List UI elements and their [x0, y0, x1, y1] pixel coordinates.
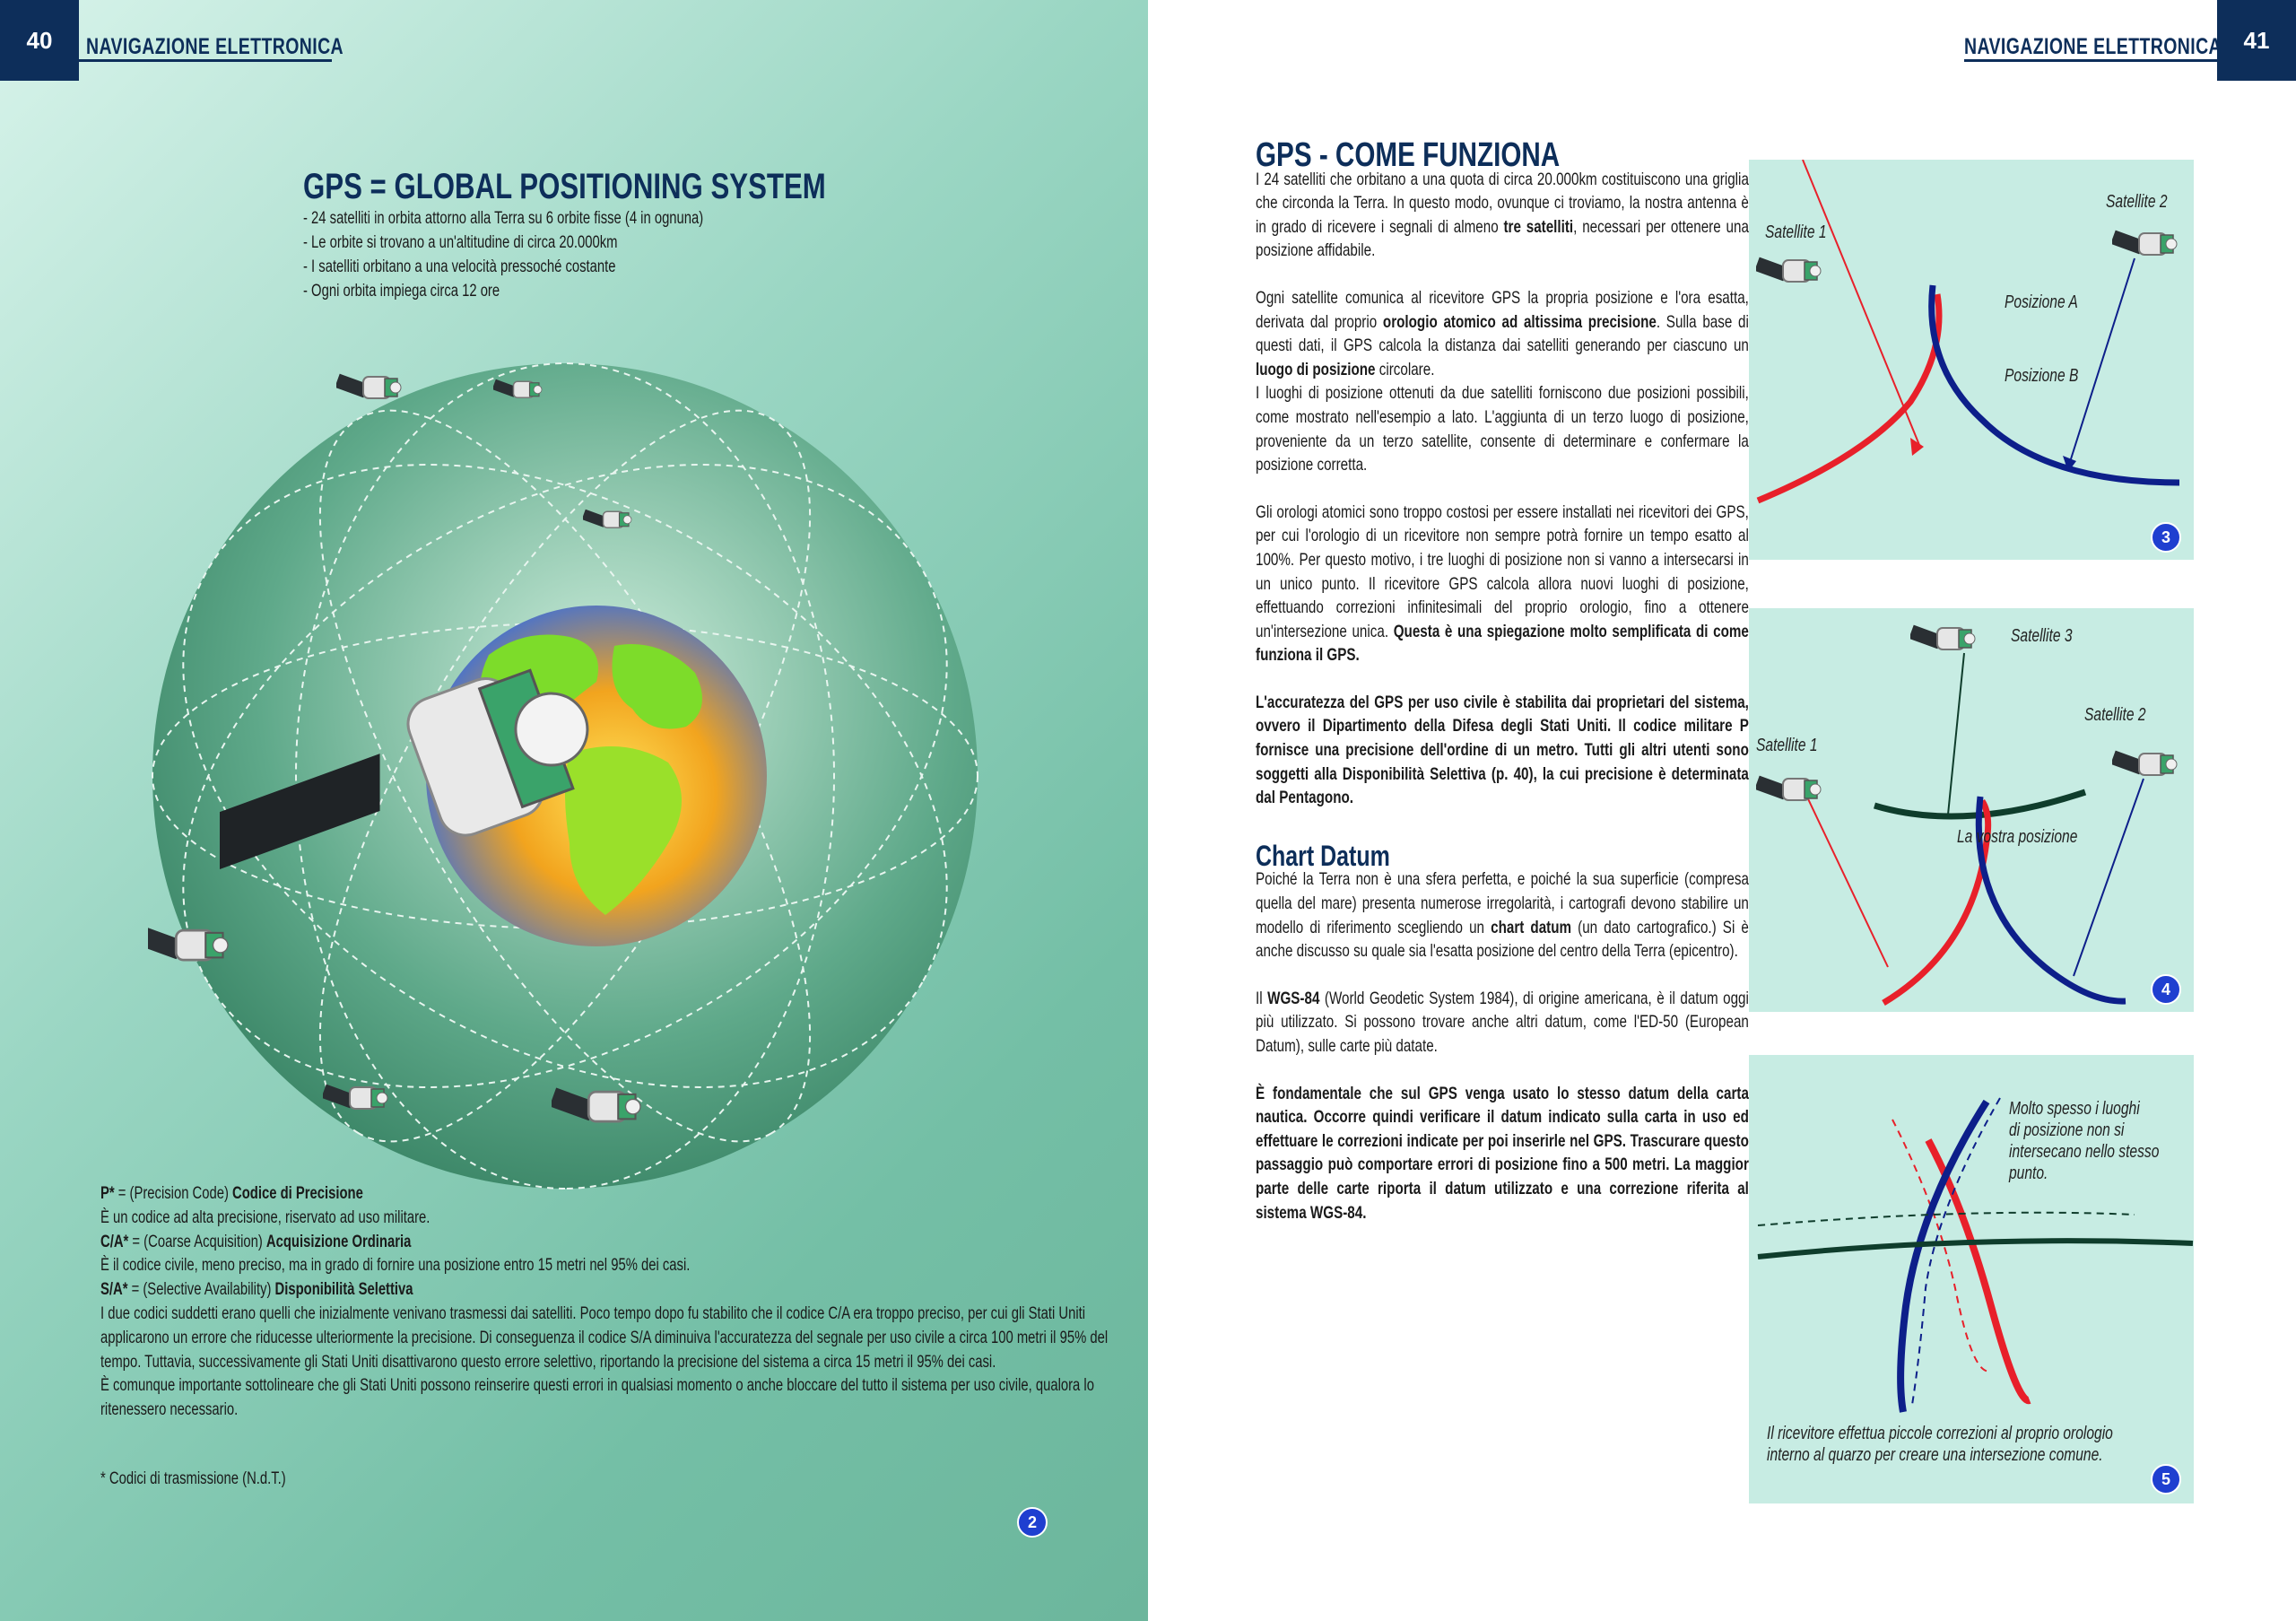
note-line: punto. [2009, 1163, 2048, 1183]
figure-badge-4: 4 [2151, 974, 2181, 1005]
gps-facts-list [303, 206, 737, 303]
text-run: . Sulla base di questi dati, il GPS calcola la distanza dai satelliti generando per ciascuno un [1256, 311, 1749, 356]
label-your-position: La vostra posizione [1957, 827, 2078, 847]
code-name: Acquisizione Ordinaria [265, 1232, 412, 1251]
code-name: Disponibilità Selettiva [274, 1280, 413, 1300]
text-run: tre satelliti [1503, 216, 1574, 237]
paragraph: È fondamentale che sul GPS venga usato lo stesso datum della carta nautica. Occorre quindi verificare il datum indicato sulla carta in uso ed effettuare le correzioni indicate per poi inserirle nel GPS. Trascurare questo passaggio può comportare errori di posizione fino a 500 metri. La maggior parte delle carte riporta il datum utilizzato e una correzione riferita al sistema WGS-84. [1256, 1083, 1749, 1223]
code-desc: = (Selective Availability) [127, 1280, 275, 1300]
note-line: intersecano nello stesso [2009, 1142, 2160, 1162]
page-number-right: 41 [2217, 0, 2296, 81]
code-label: S/A* [100, 1280, 128, 1300]
text-run: (World Geodetic System 1984), di origine americana, è il datum oggi più utilizzato. Si possono trovare anche altri datum, come l'ED-50 (European Datum), sulle carte più datate. [1256, 988, 1749, 1056]
satellite-icon [2110, 231, 2177, 255]
paragraph [1256, 286, 1749, 381]
note-line: Molto spesso i luoghi [2009, 1099, 2140, 1119]
list-item: - I satelliti orbitano a una velocità pressoché costante [303, 257, 616, 276]
list-item: - 24 satelliti in orbita attorno alla Terra su 6 orbite fisse (4 in ognuna) [303, 209, 704, 228]
text-run: Ogni satellite comunica al ricevitore GPS la propria posizione e l'ora esatta, derivata dal proprio [1256, 287, 1749, 332]
text-run: luogo di posizione [1256, 359, 1376, 379]
text-run: I 24 satelliti che orbitano a una quota di circa 20.000km costituiscono una griglia che circonda la Terra. In questo modo, ovunque ci troviamo, la nostra antenna è in grado di ricevere i segnali di almeno [1256, 169, 1749, 237]
page-title-gps: GPS = GLOBAL POSITIONING SYSTEM [303, 167, 826, 206]
code-p-line [100, 1182, 1129, 1207]
code-sa-line [100, 1278, 1129, 1303]
text-run: Il [1256, 988, 1268, 1008]
text-run: chart datum [1491, 917, 1572, 937]
text-run: Questa è una spiegazione molto semplificata di come funziona il GPS. [1256, 621, 1749, 666]
satellite-icon [2110, 751, 2177, 775]
paragraph: L'accuratezza del GPS per uso civile è stabilita dai proprietari del sistema, ovvero il Dipartimento della Difesa degli Stati Uniti. Il codice militare P fornisce una precisione dell'ordine di un metro. Tutti gli altri utenti sono soggetti alla Disponibilità Selettiva (p. 40), la cui precisione è determinata dal Pentagono. [1256, 692, 1749, 808]
figure-3-two-satellites [1749, 160, 2194, 560]
running-header-left: NAVIGAZIONE ELETTRONICA [86, 34, 344, 59]
header-underline [79, 59, 332, 62]
satellite-icon [1754, 776, 1821, 800]
section-title-datum: Chart Datum [1256, 839, 1390, 872]
label-satellite-2: Satellite 2 [2106, 192, 2168, 212]
note-line: di posizione non si [2009, 1120, 2125, 1140]
section-title-how: GPS - COME FUNZIONA [1256, 136, 1561, 174]
code-desc: = (Precision Code) [114, 1184, 233, 1203]
label-satellite-1: Satellite 1 [1765, 222, 1827, 242]
paragraph [1256, 867, 1749, 963]
label-satellite-1: Satellite 1 [1756, 736, 1818, 755]
gps-orbit-illustration [148, 359, 982, 1193]
transmission-codes [100, 1182, 1129, 1423]
code-label: C/A* [100, 1232, 129, 1251]
satellite-icon [1754, 257, 1821, 282]
code-sa-text: I due codici suddetti erano quelli che inizialmente venivano trasmessi dai satelliti. Poco tempo dopo fu stabilito che il codice C/A era troppo preciso, per cui gli Stati Uniti applicarono un errore che riducesse ulteriormente la precisione. Di conseguenza il codice S/A diminuiva l'accuratezza del segnale per uso civile a circa 100 metri il 95% del tempo. Tuttavia, successivamente gli Stati Uniti disattivarono questo errore selettivo, riportando la precisione del sistema a circa 15 metri il 95% dei casi. [100, 1303, 1109, 1372]
how-it-works-section [1256, 136, 1749, 1224]
label-position-b: Posizione B [2005, 366, 2079, 386]
code-ca-line [100, 1231, 1129, 1255]
code-desc: = (Coarse Acquisition) [128, 1232, 266, 1251]
label-satellite-2: Satellite 2 [2084, 705, 2146, 725]
figure-5-caption [1767, 1423, 2113, 1466]
text-run: Gli orologi atomici sono troppo costosi per essere installati nei ricevitori dei GPS, per cui l'orologio di un ricevitore non sempre potrà fornire un tempo esatto al 100%. Per questo motivo, i tre luoghi di posizione non si vanno a intersecarsi in un unico punto. Il ricevitore GPS calcola allora nuovi luoghi di posizione, effettuando correzioni infinitesimali del proprio orologio, fino a ottenere un'intersezione unica. [1256, 501, 1749, 641]
figure-5-clock-correction [1749, 1055, 2194, 1503]
text-run: circolare. [1375, 359, 1435, 379]
label-satellite-3: Satellite 3 [2011, 626, 2073, 646]
code-label: P* [100, 1184, 115, 1203]
satellite-icon [1909, 625, 1975, 649]
header-underline [1964, 59, 2217, 62]
code-ca-text: È il codice civile, meno preciso, ma in grado di fornire una posizione entro 15 metri nel 95% dei casi. [100, 1256, 691, 1276]
paragraph [1256, 987, 1749, 1059]
running-header-right: NAVIGAZIONE ELETTRONICA [1964, 34, 2222, 59]
list-item: - Ogni orbita impiega circa 12 ore [303, 282, 500, 301]
list-item: - Le orbite si trovano a un'altitudine di circa 20.000km [303, 233, 618, 252]
note-molto-spesso [2009, 1098, 2159, 1184]
paragraph: I luoghi di posizione ottenuti da due satelliti forniscono due posizioni possibili, come mostrato nell'esempio a lato. L'aggiunta di un terzo luogo di posizione, proveniente da un terzo satellite, consente di determinare e confermare la posizione corretta. [1256, 383, 1749, 475]
text-run: (un dato cartografico.) Si è anche discusso su quale sia l'esatta posizione del centro della Terra (epicentro). [1256, 917, 1749, 962]
page-number-left: 40 [0, 0, 79, 81]
satellite-icon [335, 374, 401, 398]
figure-badge-5: 5 [2151, 1464, 2181, 1495]
figure-badge-3: 3 [2151, 522, 2181, 553]
footnote: * Codici di trasmissione (N.d.T.) [100, 1469, 286, 1488]
caption-line: Il ricevitore effettua piccole correzioni al proprio orologio [1767, 1424, 2113, 1443]
code-name: Codice di Precisione [232, 1184, 363, 1203]
text-run: Poiché la Terra non è una sfera perfetta, e poiché la sua superficie (compresa quella del mare) presenta numerose irregolarità, i cartografi devono stabilire un modello di riferimento scegliendo un [1256, 869, 1749, 937]
text-run: , necessari per ottenere una posizione affidabile. [1256, 216, 1749, 261]
paragraph [1256, 168, 1749, 263]
text-run: WGS-84 [1267, 988, 1320, 1008]
caption-line: interno al quarzo per creare una intersezione comune. [1767, 1445, 2103, 1465]
figure-4-three-satellites [1749, 608, 2194, 1012]
text-run: orologio atomico ad altissima precisione [1382, 311, 1657, 332]
label-position-a: Posizione A [2005, 292, 2078, 312]
code-p-text: È un codice ad alta precisione, riservato ad uso militare. [100, 1207, 430, 1227]
figure-badge-2: 2 [1017, 1507, 1048, 1538]
reinsert-text: È comunque importante sottolineare che gli Stati Uniti possono reinserire questi errori in qualsiasi momento o anche bloccare del tutto il sistema per uso civile, qualora lo ritenessero necessario. [100, 1376, 1094, 1420]
paragraph [1256, 501, 1749, 667]
